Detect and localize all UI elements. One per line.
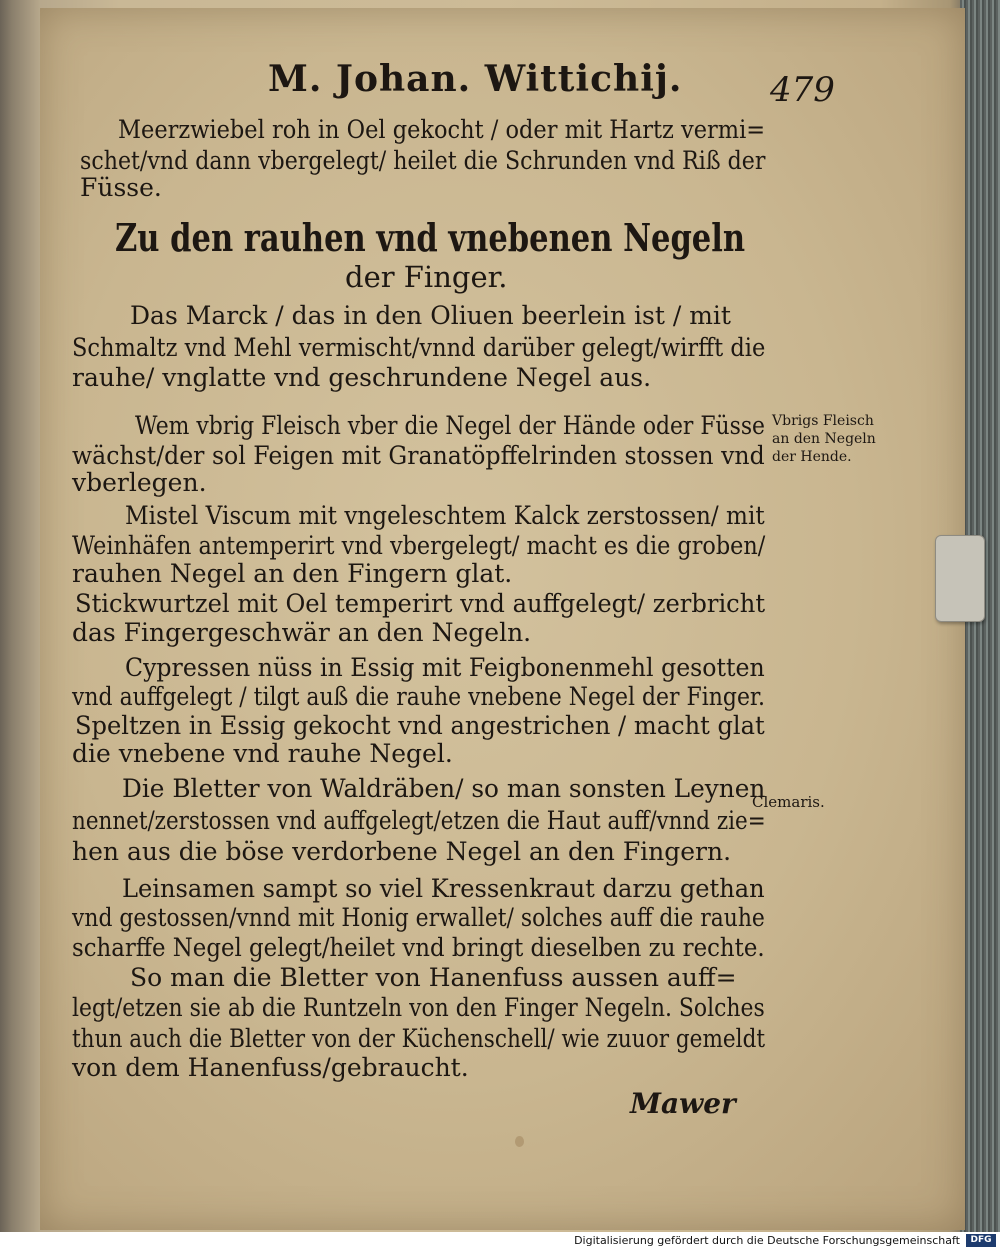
text-line: scharffe Negel gelegt/heilet vnd bringt dieselben zu rechte. [72, 933, 765, 962]
section-subheading: der Finger. [345, 260, 508, 294]
footer-bar [0, 1232, 1000, 1250]
text-line: Leinsamen sampt so viel Kressenkraut darzu gethan [122, 874, 765, 903]
dfg-logo-icon: DFG [966, 1234, 996, 1247]
page-number: 479 [770, 70, 835, 110]
section-heading: Zu den rauhen vnd vnebenen Negeln [115, 215, 746, 260]
text-line: vnd gestossen/vnnd mit Honig erwallet/ solches auff die rauhe [72, 903, 765, 932]
text-line: nennet/zerstossen vnd auffgelegt/etzen die Haut auff/vnnd zie= [72, 806, 766, 835]
text-line: die vnebene vnd rauhe Negel. [72, 739, 453, 768]
running-title: M. Johan. Wittichij. [268, 58, 683, 100]
text-line: Die Bletter von Waldräben/ so man sonsten Leynen [122, 774, 766, 803]
text-line: legt/etzen sie ab die Runtzeln von den Finger Negeln. Solches [72, 993, 765, 1022]
text-line: Schmaltz vnd Mehl vermischt/vnnd darüber gelegt/wirfft die [72, 333, 766, 362]
text-line: Weinhäfen antemperirt vnd vbergelegt/ macht es die groben/ [72, 531, 766, 560]
margin-note-line: an den Negeln [772, 431, 876, 447]
text-line: vnd auffgelegt / tilgt auß die rauhe vnebene Negel der Finger. [72, 682, 766, 711]
text-line: rauhe/ vnglatte vnd geschrundene Negel aus. [72, 363, 652, 392]
text-line: Speltzen in Essig gekocht vnd angestrichen / macht glat [75, 711, 765, 740]
text-line: Wem vbrig Fleisch vber die Negel der Hände oder Füsse [135, 411, 766, 440]
text-line: von dem Hanenfuss/gebraucht. [72, 1053, 469, 1082]
text-line: Stickwurtzel mit Oel temperirt vnd auffgelegt/ zerbricht [75, 589, 766, 618]
text-line: wächst/der sol Feigen mit Granatöpffelrinden stossen vnd [72, 441, 765, 470]
text-line: das Fingergeschwär an den Negeln. [72, 618, 532, 647]
margin-note-line: der Hende. [772, 449, 852, 465]
footer-credit: Digitalisierung gefördert durch die Deutsche Forschungsgemeinschaft [574, 1234, 960, 1247]
text-line: Füsse. [80, 173, 162, 202]
text-line: Mistel Viscum mit vngeleschtem Kalck zerstossen/ mit [125, 501, 765, 530]
ink-spot [515, 1136, 524, 1147]
margin-note-line: Vbrigs Fleisch [772, 413, 874, 429]
text-line: Meerzwiebel roh in Oel gekocht / oder mit Hartz vermi= [118, 115, 766, 144]
text-line: Cypressen nüss in Essig mit Feigbonenmehl gesotten [125, 653, 765, 682]
text-line: So man die Bletter von Hanenfuss aussen auff= [130, 963, 737, 992]
text-line: vberlegen. [72, 468, 207, 497]
catchword: Mawer [630, 1087, 736, 1120]
margin-note-clemaris: Clemaris. [752, 793, 825, 811]
text-line: schet/vnd dann vbergelegt/ heilet die Schrunden vnd Riß der [80, 146, 766, 175]
text-line: rauhen Negel an den Fingern glat. [72, 559, 513, 588]
text-line: Das Marck / das in den Oliuen beerlein ist / mit [130, 301, 731, 330]
page-clip [935, 535, 985, 622]
text-line: thun auch die Bletter von der Küchenschell/ wie zuuor gemeldt [72, 1024, 766, 1053]
text-line: hen aus die böse verdorbene Negel an den Fingern. [72, 837, 732, 866]
